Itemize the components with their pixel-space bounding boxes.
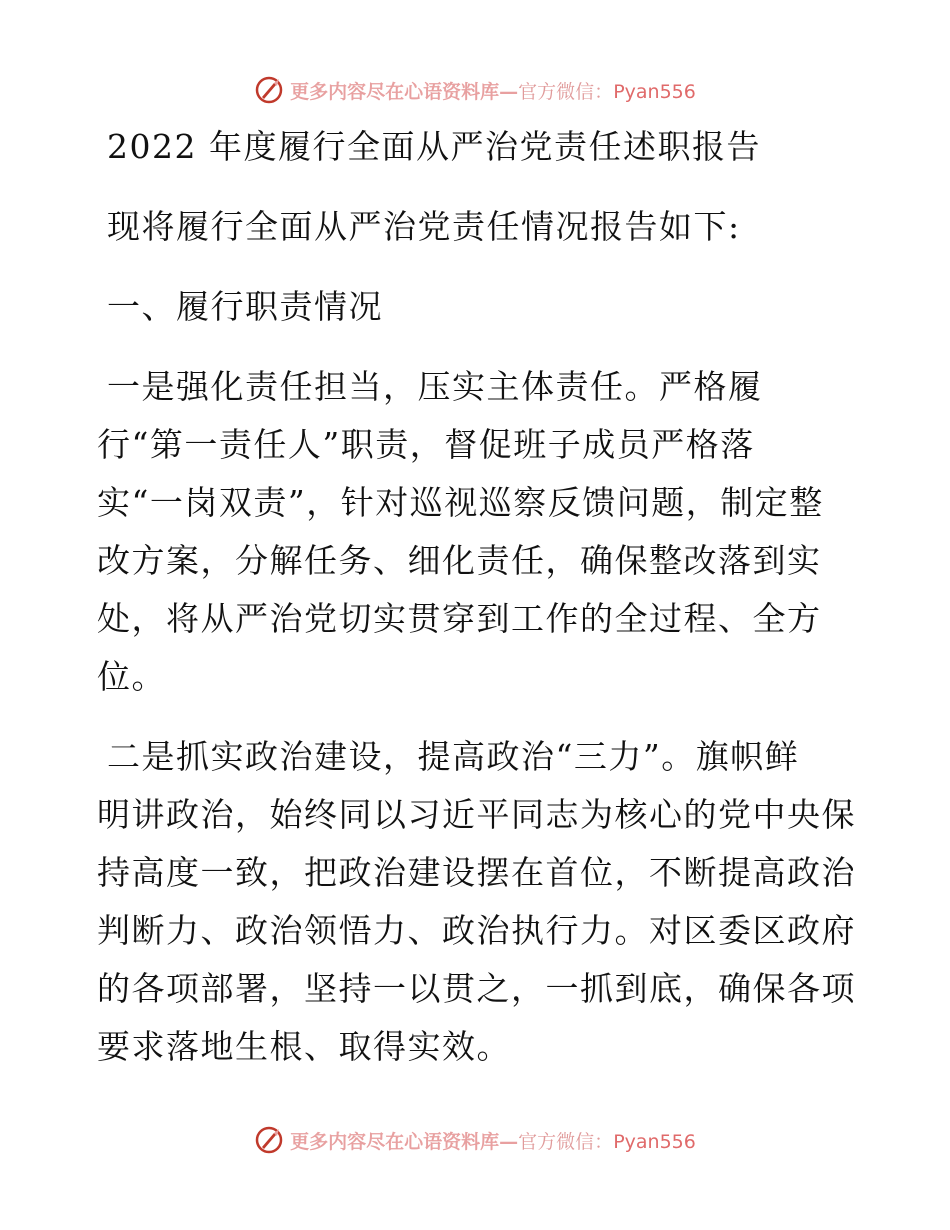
quill-logo-icon xyxy=(254,75,284,105)
paragraph-line: 持高度一致，把政治建设摆在首位，不断提高政治 xyxy=(97,853,856,892)
paragraph-line: 实“一岗双责”，针对巡视巡察反馈问题，制定整 xyxy=(97,483,824,522)
paragraph-line: 改方案，分解任务、细化责任，确保整改落到实 xyxy=(97,541,822,580)
watermark-main-text: 更多内容尽在心语资料库 xyxy=(290,80,500,103)
paragraph-2 xyxy=(97,728,857,1076)
paragraph-line: 位。 xyxy=(97,657,166,696)
paragraph-line: 一是强化责任担当，压实主体责任。严格履 xyxy=(107,367,763,406)
watermark-dash: — xyxy=(499,80,519,103)
paragraph-line: 二是抓实政治建设，提高政治“三力”。旗帜鲜 xyxy=(107,737,800,776)
paragraph-line: 要求落地生根、取得实效。 xyxy=(97,1027,511,1066)
watermark-footer xyxy=(0,1120,950,1160)
watermark-account-id: Pyan556 xyxy=(613,1130,696,1153)
quill-logo-icon xyxy=(254,1125,284,1155)
watermark-weixin-label: 官方微信： xyxy=(518,80,614,103)
watermark-account-id: Pyan556 xyxy=(613,80,696,103)
paragraph-line: 行“第一责任人”职责，督促班子成员严格落 xyxy=(97,425,755,464)
paragraph-line: 明讲政治，始终同以习近平同志为核心的党中央保 xyxy=(97,795,856,834)
document-title: 2022 年度履行全面从严治党责任述职报告 xyxy=(107,127,761,166)
watermark-weixin-label: 官方微信： xyxy=(518,1130,614,1153)
watermark-header xyxy=(0,70,950,110)
watermark-text xyxy=(290,1127,696,1154)
watermark-dash: — xyxy=(499,1130,519,1153)
watermark-text xyxy=(290,77,696,104)
paragraph-1 xyxy=(97,358,857,706)
document-body xyxy=(97,118,857,1076)
intro-sentence: 现将履行全面从严治党责任情况报告如下: xyxy=(107,207,741,246)
section-heading: 一、履行职责情况 xyxy=(107,287,383,326)
paragraph-line: 判断力、政治领悟力、政治执行力。对区委区政府 xyxy=(97,911,856,950)
paragraph-line: 的各项部署，坚持一以贯之，一抓到底，确保各项 xyxy=(97,969,856,1008)
watermark-main-text: 更多内容尽在心语资料库 xyxy=(290,1130,500,1153)
paragraph-line: 处，将从严治党切实贯穿到工作的全过程、全方 xyxy=(97,599,822,638)
